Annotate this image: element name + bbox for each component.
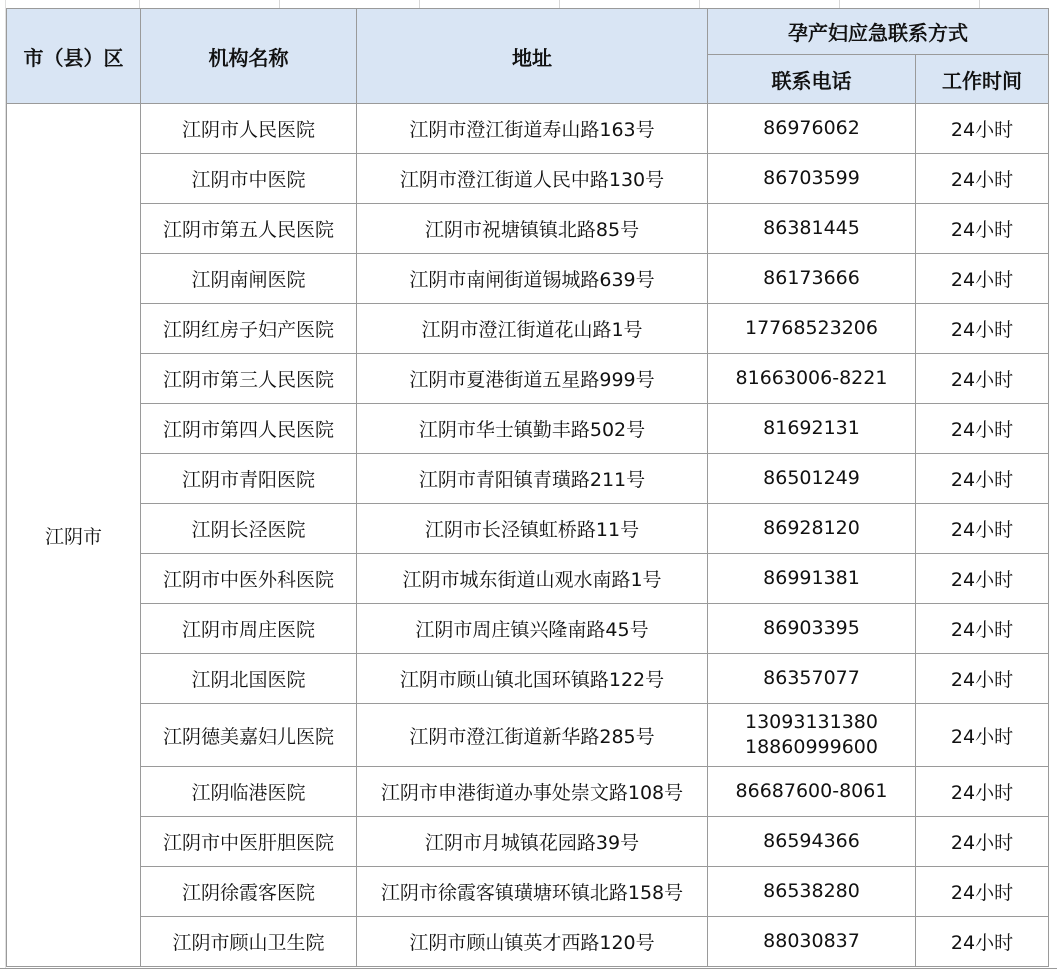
- table-row: [7, 404, 1049, 454]
- cell-address[interactable]: 江阴市澄江街道新华路285号: [357, 704, 708, 767]
- cell-address[interactable]: 江阴市月城镇花园路39号: [357, 817, 708, 867]
- cell-phone[interactable]: [708, 767, 916, 817]
- cell-hours[interactable]: 24小时: [916, 767, 1049, 817]
- cell-org-name[interactable]: 江阴市人民医院: [141, 104, 357, 154]
- phone-number: 17768523206: [745, 317, 878, 339]
- cell-address[interactable]: 江阴市澄江街道人民中路130号: [357, 154, 708, 204]
- cell-address[interactable]: 江阴市夏港街道五星路999号: [357, 354, 708, 404]
- header-org-name[interactable]: 机构名称: [141, 9, 357, 104]
- table-row: [7, 704, 1049, 767]
- cell-address[interactable]: 江阴市青阳镇青璜路211号: [357, 454, 708, 504]
- cell-phone[interactable]: [708, 354, 916, 404]
- cell-hours[interactable]: 24小时: [916, 354, 1049, 404]
- table-row: [7, 767, 1049, 817]
- cell-address[interactable]: 江阴市顾山镇北国环镇路122号: [357, 654, 708, 704]
- cell-hours[interactable]: 24小时: [916, 504, 1049, 554]
- cell-org-name[interactable]: 江阴市第四人民医院: [141, 404, 357, 454]
- phone-number: 81692131: [763, 417, 860, 439]
- cell-address[interactable]: 江阴市长泾镇虹桥路11号: [357, 504, 708, 554]
- cell-org-name[interactable]: 江阴红房子妇产医院: [141, 304, 357, 354]
- table-row: [7, 454, 1049, 504]
- cell-hours[interactable]: 24小时: [916, 817, 1049, 867]
- cell-phone[interactable]: [708, 604, 916, 654]
- phone-number: 86991381: [763, 567, 860, 589]
- cell-phone[interactable]: [708, 867, 916, 917]
- cell-org-name[interactable]: 江阴市第三人民医院: [141, 354, 357, 404]
- cell-hours[interactable]: 24小时: [916, 867, 1049, 917]
- header-phone[interactable]: 联系电话: [708, 55, 916, 104]
- header-hours[interactable]: 工作时间: [916, 55, 1049, 104]
- cell-city[interactable]: 江阴市: [7, 104, 141, 967]
- phone-number: 86976062: [763, 117, 860, 139]
- cell-phone[interactable]: [708, 454, 916, 504]
- cell-phone[interactable]: [708, 204, 916, 254]
- cell-hours[interactable]: 24小时: [916, 604, 1049, 654]
- cell-phone[interactable]: [708, 504, 916, 554]
- cell-phone[interactable]: [708, 104, 916, 154]
- phone-number: 86687600-8061: [735, 780, 888, 802]
- cell-org-name[interactable]: 江阴市中医肝胆医院: [141, 817, 357, 867]
- cell-phone[interactable]: [708, 404, 916, 454]
- cell-org-name[interactable]: 江阴南闸医院: [141, 254, 357, 304]
- cell-address[interactable]: 江阴市徐霞客镇璜塘环镇北路158号: [357, 867, 708, 917]
- cell-phone[interactable]: [708, 654, 916, 704]
- cell-org-name[interactable]: 江阴德美嘉妇儿医院: [141, 704, 357, 767]
- phone-number: 86381445: [763, 217, 860, 239]
- cell-phone[interactable]: [708, 304, 916, 354]
- cell-phone[interactable]: [708, 254, 916, 304]
- table-row: [7, 867, 1049, 917]
- phone-number: 86903395: [763, 617, 860, 639]
- cell-hours[interactable]: 24小时: [916, 454, 1049, 504]
- cell-phone[interactable]: [708, 154, 916, 204]
- cell-hours[interactable]: 24小时: [916, 104, 1049, 154]
- cell-hours[interactable]: 24小时: [916, 204, 1049, 254]
- grid-header-strip: [0, 0, 1057, 8]
- table-row: [7, 604, 1049, 654]
- cell-address[interactable]: 江阴市澄江街道寿山路163号: [357, 104, 708, 154]
- cell-phone[interactable]: [708, 817, 916, 867]
- cell-hours[interactable]: 24小时: [916, 404, 1049, 454]
- phone-number: 18860999600: [745, 736, 878, 758]
- grid-bottom-strip: [0, 968, 1057, 975]
- cell-hours[interactable]: 24小时: [916, 154, 1049, 204]
- cell-org-name[interactable]: 江阴市中医外科医院: [141, 554, 357, 604]
- header-city[interactable]: 市（县）区: [7, 9, 141, 104]
- cell-org-name[interactable]: 江阴长泾医院: [141, 504, 357, 554]
- phone-number: 13093131380: [745, 711, 878, 733]
- cell-phone[interactable]: [708, 917, 916, 967]
- cell-org-name[interactable]: 江阴市周庄医院: [141, 604, 357, 654]
- phone-number: 86594366: [763, 830, 860, 852]
- table-row: [7, 654, 1049, 704]
- cell-address[interactable]: 江阴市祝塘镇镇北路85号: [357, 204, 708, 254]
- header-address[interactable]: 地址: [357, 9, 708, 104]
- cell-hours[interactable]: 24小时: [916, 254, 1049, 304]
- cell-phone[interactable]: [708, 704, 916, 767]
- table-row: [7, 354, 1049, 404]
- cell-hours[interactable]: 24小时: [916, 704, 1049, 767]
- cell-org-name[interactable]: 江阴临港医院: [141, 767, 357, 817]
- cell-address[interactable]: 江阴市城东街道山观水南路1号: [357, 554, 708, 604]
- phone-number: 86703599: [763, 167, 860, 189]
- header-contact-group[interactable]: 孕产妇应急联系方式: [708, 9, 1049, 55]
- table-body: [7, 104, 1049, 967]
- phone-number: 88030837: [763, 930, 860, 952]
- table-row: [7, 504, 1049, 554]
- header-row-1: [7, 9, 1049, 55]
- table-row: [7, 554, 1049, 604]
- cell-org-name[interactable]: 江阴市中医院: [141, 154, 357, 204]
- cell-org-name[interactable]: 江阴徐霞客医院: [141, 867, 357, 917]
- cell-org-name[interactable]: 江阴市第五人民医院: [141, 204, 357, 254]
- cell-phone[interactable]: [708, 554, 916, 604]
- cell-org-name[interactable]: 江阴市顾山卫生院: [141, 917, 357, 967]
- table-row: [7, 304, 1049, 354]
- cell-org-name[interactable]: 江阴市青阳医院: [141, 454, 357, 504]
- cell-address[interactable]: 江阴市申港街道办事处崇文路108号: [357, 767, 708, 817]
- phone-number: 81663006-8221: [735, 367, 888, 389]
- cell-address[interactable]: 江阴市周庄镇兴隆南路45号: [357, 604, 708, 654]
- cell-hours[interactable]: 24小时: [916, 917, 1049, 967]
- table-row: [7, 154, 1049, 204]
- phone-number: 86357077: [763, 667, 860, 689]
- cell-org-name[interactable]: 江阴北国医院: [141, 654, 357, 704]
- phone-number: 86173666: [763, 267, 860, 289]
- cell-address[interactable]: 江阴市华士镇勤丰路502号: [357, 404, 708, 454]
- table-row: [7, 254, 1049, 304]
- cell-address[interactable]: 江阴市顾山镇英才西路120号: [357, 917, 708, 967]
- table-row: [7, 204, 1049, 254]
- table-row: [7, 104, 1049, 154]
- table-row: [7, 917, 1049, 967]
- phone-number: 86928120: [763, 517, 860, 539]
- table-row: [7, 817, 1049, 867]
- cell-hours[interactable]: 24小时: [916, 654, 1049, 704]
- hospital-contact-table: [6, 8, 1049, 967]
- phone-number: 86501249: [763, 467, 860, 489]
- cell-hours[interactable]: 24小时: [916, 304, 1049, 354]
- cell-address[interactable]: 江阴市澄江街道花山路1号: [357, 304, 708, 354]
- cell-hours[interactable]: 24小时: [916, 554, 1049, 604]
- cell-address[interactable]: 江阴市南闸街道锡城路639号: [357, 254, 708, 304]
- phone-number: 86538280: [763, 880, 860, 902]
